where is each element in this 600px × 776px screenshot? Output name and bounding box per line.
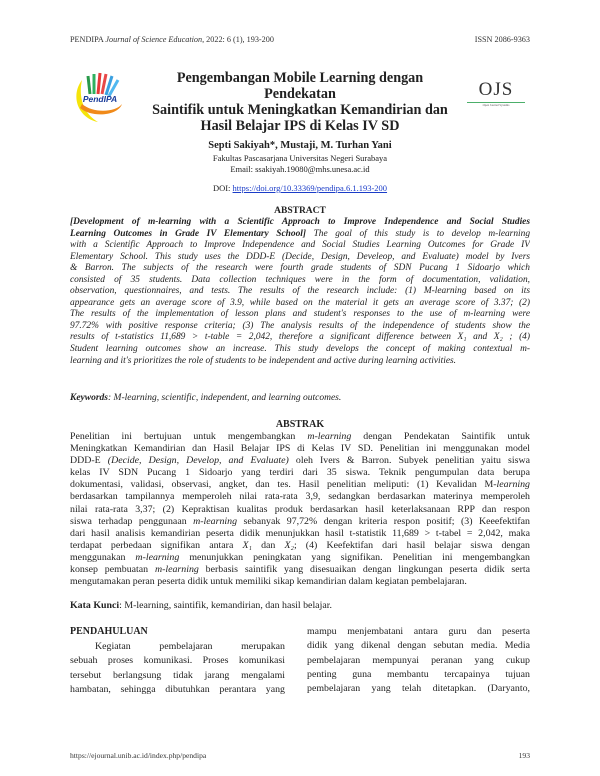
title-line: Hasil Belajar IPS di Kelas IV SD [200,118,400,134]
text-segment: menunjukkan peningkatan yang signifikan. Penelitian ini mengembangkan [179,551,530,563]
text-segment: dengan Pendekatan Saintifik untuk [351,431,530,442]
text-line [70,309,530,321]
text-segment: learning and it's prioritizes the role of students to be independent and active during learning activities. [70,355,456,366]
journal-name: Journal of Science Education [105,35,203,44]
text-line [70,298,530,310]
text-line [70,504,530,516]
text-line [70,217,530,229]
title-line: Saintifik untuk Meningkatkan Kemandirian dan [152,102,448,118]
text-segment: with a Scientific Approach to Improve Independence and Social Studies Learning Outcomes for Grade IV [70,240,530,251]
text-line [70,263,530,275]
text-segment: (Decide, Design, Develop, and Evaluate) [107,455,289,467]
text-line [70,479,530,491]
text-segment: penting guna membantu tercapainya tujuan [307,668,530,680]
abstrak-heading: ABSTRAK [275,419,325,430]
kata-kunci [70,600,332,611]
running-header [70,35,274,44]
text-line [307,639,530,653]
text-segment: & Barron. The subjects of the research were fourth grade students of SDN Pucang 1 Sidoarjo which [70,263,530,274]
kata-kunci-text: : M-learning, saintifik, kemandirian, dan hasil belajar. [119,600,332,611]
text-segment: pembelajaran mempunyai peranan yang cukup [307,654,530,666]
text-segment: DDD-E [70,455,108,467]
section-heading-pendahuluan: PENDAHULUAN [70,626,148,637]
text-segment: learning [496,479,530,491]
text-segment: mengutamakan peran peserta didik untuk memiliki sikap kemandirian dalam kegiatan pembelajaran. [70,576,467,588]
abstract-body [70,217,530,367]
text-segment: sebuah proses komunikasi. Proses komunikasi [70,655,285,667]
text-line [70,491,530,503]
text-segment: The results of the implementation of lesson plans and student's responses to the use of m-learning were [70,309,530,320]
text-line [70,576,530,588]
journal-volume: , 2022: 6 (1), 193-200 [202,35,274,44]
text-line [70,640,285,654]
keywords-text: : M-learning, scientific, independent, and learning outcomes. [108,393,342,403]
title-line: Pengembangan Mobile Learning dengan Pendekatan [176,70,424,102]
doi-line [70,183,530,193]
journal-prefix: PENDIPA [70,35,106,44]
text-line [70,229,530,241]
text-segment: [Development of m-learning with a Scientific Approach to Improve Independence and Social Studies [70,217,530,227]
text-line [70,356,530,368]
text-line [70,321,530,333]
svg-text:PendIPA: PendIPA [82,94,118,104]
pendipa-logo [72,68,128,124]
issn: ISSN 2086-9363 [474,35,530,44]
text-line [307,668,530,682]
text-segment: tersebut berlangsung tidak jarang mengalami [70,669,285,681]
text-line [70,443,530,455]
text-segment: m-learning [193,515,238,527]
text-segment: consisted of 35 students. Data collection techniques were in the form of documentation, validation, [70,274,530,285]
text-line [70,344,530,356]
text-line [70,252,530,264]
text-segment: Kegiatan pembelajaran merupakan [95,641,285,652]
text-line [307,654,530,668]
text-segment: menggunakan [70,551,136,563]
text-line [70,455,530,467]
ojs-text: OJS [478,79,514,100]
text-segment: pembelajaran yang telah ditetapkan. (Daryanto, [307,683,530,695]
text-segment: berdasarkan tampilannya memperoleh nilai rata-rata 3,9, sedangkan berdasarkan materinya memperoleh [70,491,530,503]
text-line [307,682,530,696]
text-segment: siswa terhadap penggunaan [70,515,194,527]
text-line [70,528,530,540]
text-segment: ; (4) Keefektifan dari hasil belajar siswa dengan [293,539,530,551]
text-segment: dokumentasi, validasi, observasi, angket, dan tes. Hasil penelitian meliputi: (1) Kevalidan M- [70,479,497,491]
page-number: 193 [518,751,530,760]
text-segment: Student learning outcomes show an increase. This study develops the concept of making contextual m- [70,344,530,355]
text-line [70,286,530,298]
text-line [70,654,285,668]
text-segment: m-learning [135,551,180,563]
text-segment: kelas IV SDN Pucang 1 Sidoarjo yang terdiri dari 35 siswa. Teknik pengumpulan data berupa [70,467,530,479]
email: Email: ssakiyah.19080@mhs.unesa.ac.id [230,164,370,174]
text-segment: dari hasil analisis kemandirian peserta didik menunjukkan hasil t-statistik 11,689 > t-tabel = 2,042, maka [70,527,530,539]
doi-label: DOI: [212,183,233,193]
text-segment: Learning Outcomes in Grade IV Elementary School] [70,228,306,239]
affiliation: Fakultas Pascasarjana Universitas Negeri Surabaya [212,153,388,163]
text-segment: observation, questionnaires, and tests. The results of the research include: (1) M-learning based on its [70,286,530,297]
text-segment: dan [251,539,285,551]
text-line [70,467,530,479]
text-segment: m-learning [307,431,352,442]
intro-left-column [70,640,285,697]
text-line [307,625,530,639]
ojs-subtext: Open Journal Systems [482,103,510,107]
text-line [70,275,530,287]
keywords-label: Keywords [70,393,108,403]
text-segment: appearance gets an average score of 3.9, while based on the material it gets an average score of 3.37; (2) [70,297,530,308]
text-segment: konsep pembuatan [70,564,155,576]
authors: Septi Sakiyah*, Mustaji, M. Turhan Yani [208,140,392,151]
text-line [70,332,530,344]
text-segment: terdapat perbedaan signifikan antara [70,539,243,551]
text-segment: 97.72% with positive response criteria; (3) The analysis results of the independence of students show the [70,320,530,331]
text-line [70,564,530,576]
text-segment: oleh Ivers & Barron. Subyek penelitian yaitu siswa [288,455,530,467]
text-line [70,683,285,697]
text-line [70,240,530,252]
text-segment: X₁ [242,539,252,551]
text-line [70,516,530,528]
keywords [70,393,341,403]
paper-title [140,70,460,134]
text-segment: Meningkatkan Kemandirian dan Hasil Belajar IPS di Kelas IV SD. Penelitian ini menggunakan model [70,443,530,455]
text-segment: X₂ [284,539,294,551]
text-line [70,540,530,552]
text-segment: nilai rata-rata 3,37; (2) Kepraktisan kualitas produk berdasarkan hasil keterlaksanaan RPP dan respon [70,503,530,515]
text-segment: Penelitian ini bertujuan untuk mengembangkan [70,431,308,442]
kata-kunci-label: Kata Kunci [70,600,120,611]
abstract-heading: ABSTRACT [274,206,326,216]
abstrak-body [70,431,530,588]
text-segment: mampu menjembatani antara guru dan peserta [307,626,530,637]
text-segment: results of t-statistics 11,689 > t-table = 2,042, therefore a significant difference between X₁ and X₂ ; (4) [70,332,530,343]
text-line [70,669,285,683]
text-segment: The goal of this study is to develop m-learning [306,228,530,239]
text-segment: hambatan, sehingga dibutuhkan perantara yang [70,683,285,695]
text-segment: didik yang dikenal dengan sebutan media. Media [307,640,530,652]
doi-link[interactable]: https://doi.org/10.33369/pendipa.6.1.193-200 [232,183,388,193]
text-line [70,431,530,443]
text-segment: berbasis saintifik yang disesuaikan dengan lingkungan peserta didik serta [198,564,530,576]
intro-right-column [307,625,530,696]
text-line [70,552,530,564]
text-segment: m-learning [154,564,199,576]
text-segment: Elementary School. This study uses the DDD-E (Decide, Design, Develeop, and Evaluate) model by Ivers [70,251,530,262]
text-segment: sebanyak 97,72% dengan kriteria respon positif; (3) Keeefektifan [237,515,530,527]
footer-url[interactable]: https://ejournal.unib.ac.id/index.php/pendipa [70,751,207,760]
ojs-logo [463,80,529,107]
